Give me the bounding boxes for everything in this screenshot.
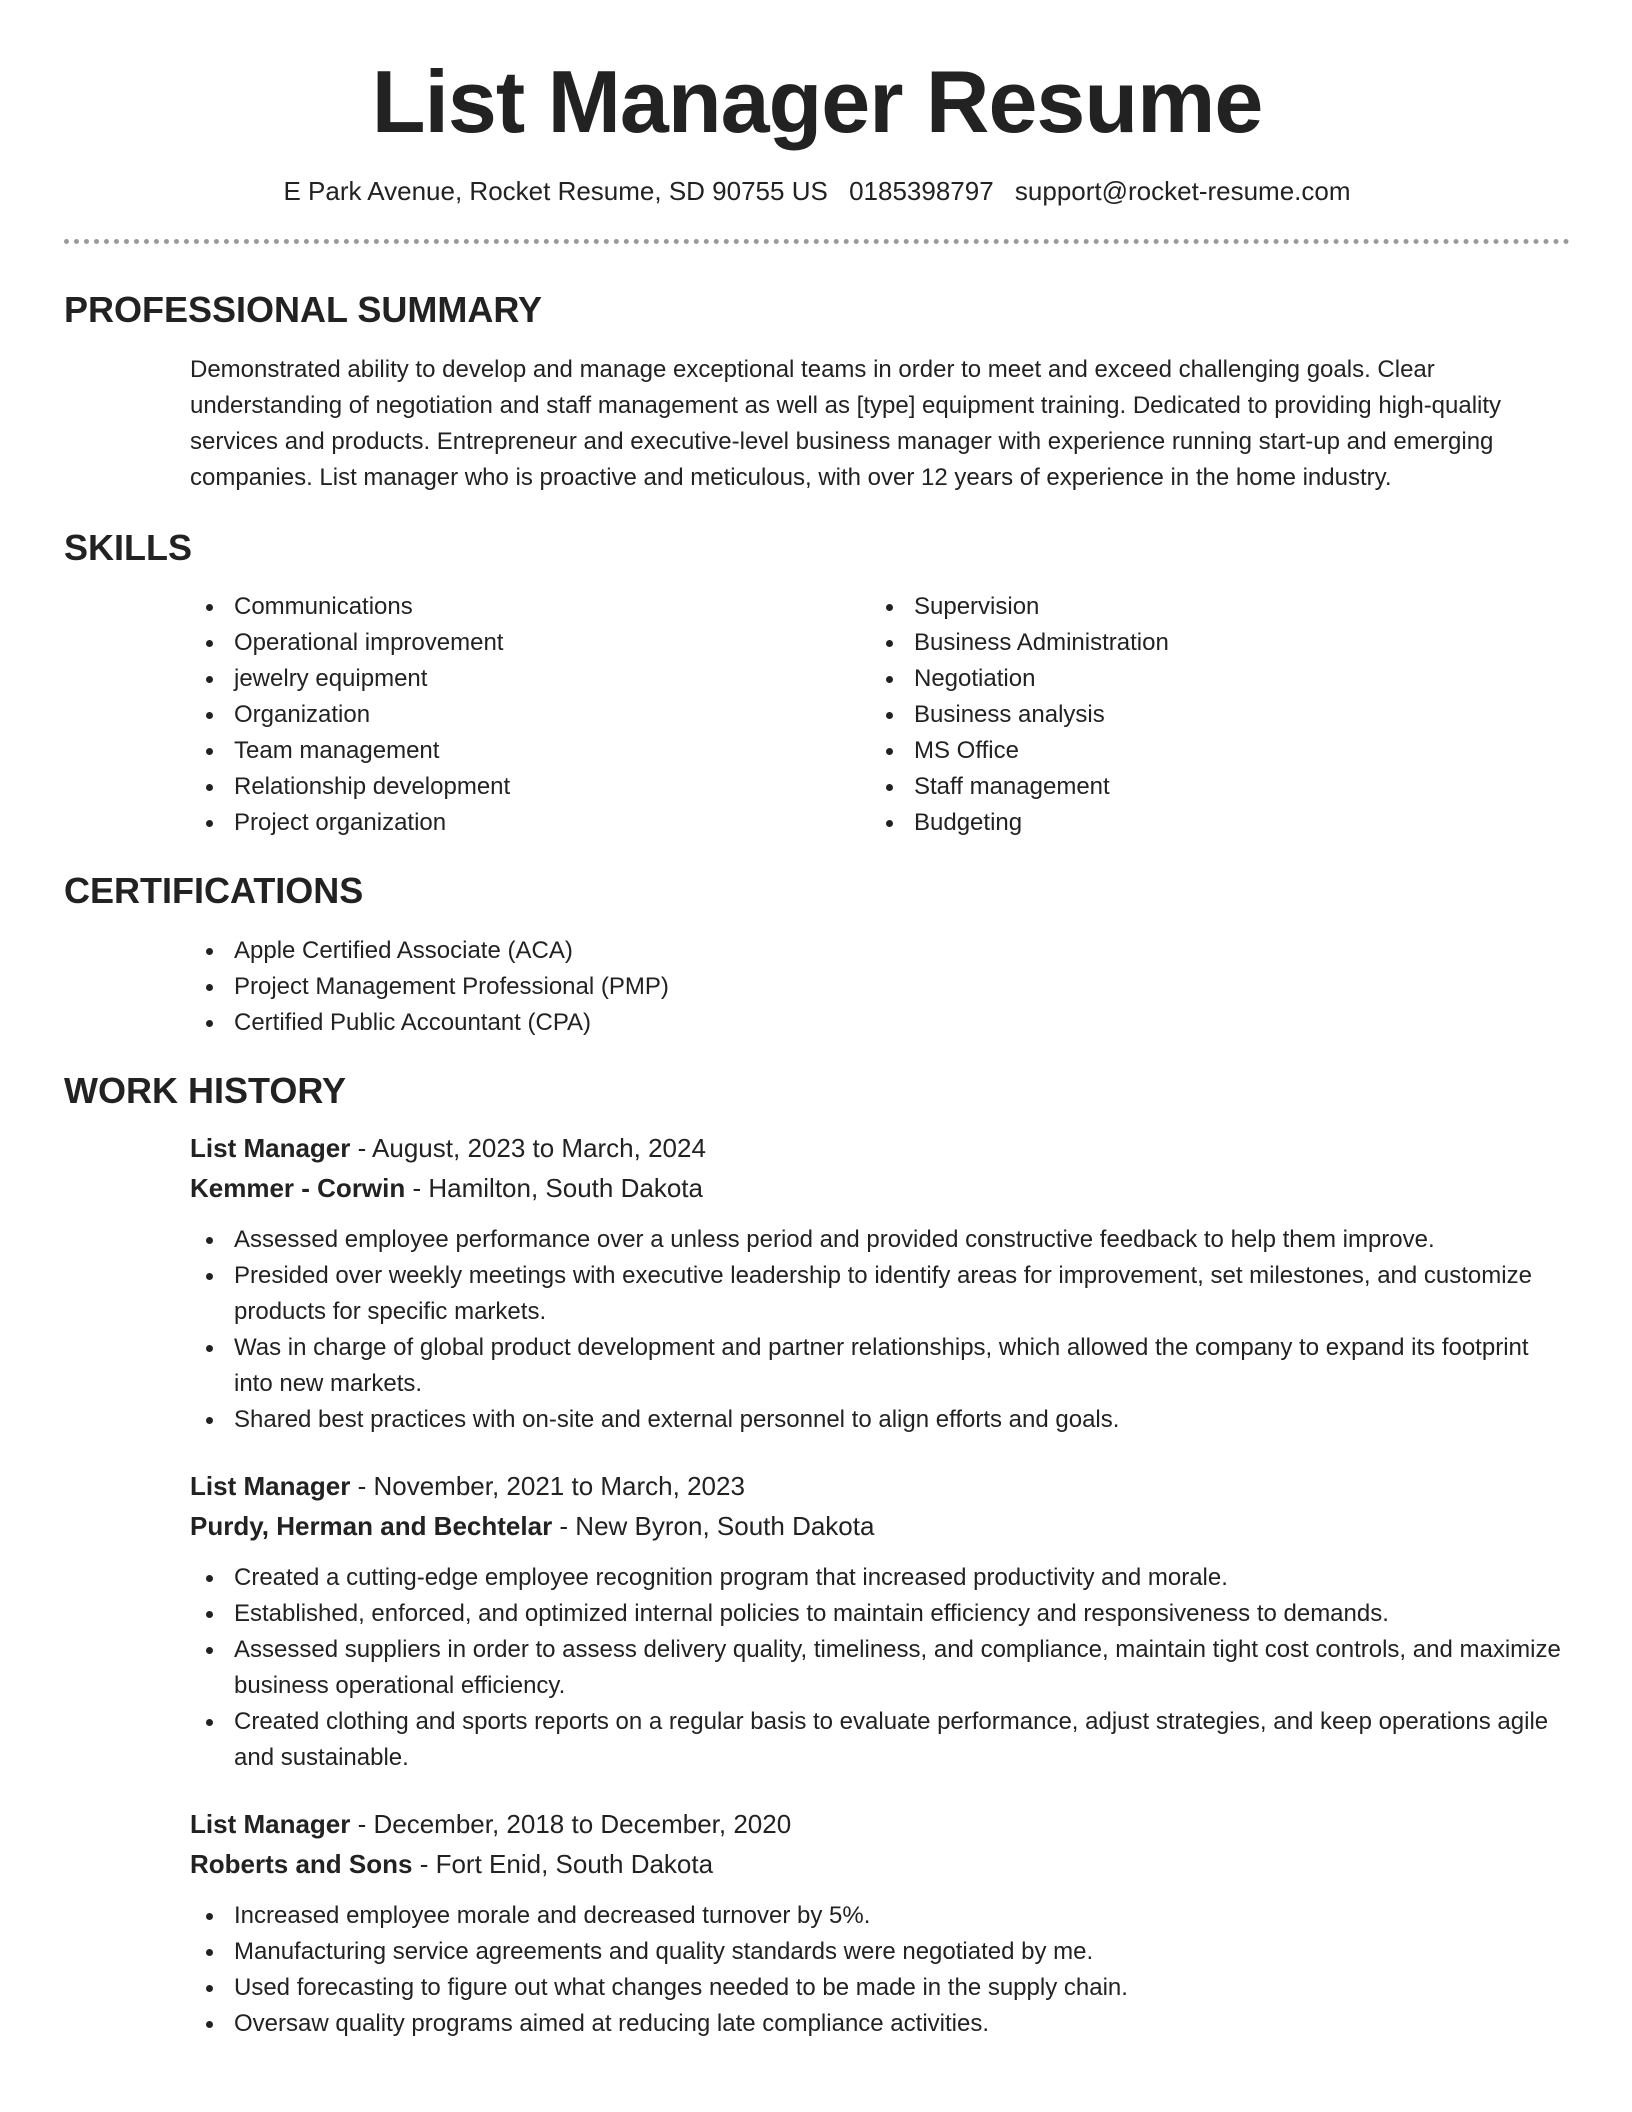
skill-item: Project organization — [190, 805, 870, 841]
job-bullet: Manufacturing service agreements and quality standards were negotiated by me. — [190, 1934, 1570, 1970]
summary-text: Demonstrated ability to develop and manage exceptional teams in order to meet and exceed challenging goals. Clear understanding of negotiation and staff management as well as [type] equipment training. Dedicated to providing high-quality services and products. Entrepreneur and executive-level business manager with experience running start-up and emerging companies. List manager who is proactive and meticulous, with over 12 years of experience in the home industry. — [190, 355, 1502, 491]
certifications-heading: CERTIFICATIONS — [64, 870, 364, 912]
job-location: New Byron, South Dakota — [575, 1511, 875, 1542]
skill-item: Supervision — [870, 589, 1550, 625]
job-company: Purdy, Herman and Bechtelar — [190, 1511, 553, 1542]
certifications-list — [190, 933, 1570, 1041]
job-dates: August, 2023 to March, 2024 — [372, 1133, 706, 1164]
skill-item: Budgeting — [870, 805, 1550, 841]
section-skills — [64, 528, 1570, 842]
skill-item: Relationship development — [190, 769, 870, 805]
section-work-history — [64, 1071, 1570, 2043]
skill-item: Operational improvement — [190, 625, 870, 661]
certification-item: Certified Public Accountant (CPA) — [190, 1005, 1570, 1041]
job-bullet: Presided over weekly meetings with executive leadership to identify areas for improvement, set milestones, and customize products for specific markets. — [190, 1258, 1570, 1330]
job-bullet: Was in charge of global product development and partner relationships, which allowed the company to expand its footprint into new markets. — [190, 1330, 1570, 1402]
job-location: Hamilton, South Dakota — [428, 1173, 703, 1204]
job-title-line — [190, 1128, 1570, 1168]
section-summary — [64, 290, 1570, 496]
job-bullet: Created a cutting-edge employee recognition program that increased productivity and morale. — [190, 1560, 1570, 1596]
skills-heading: SKILLS — [64, 526, 193, 568]
job-dates: November, 2021 to March, 2023 — [373, 1471, 745, 1502]
certification-item: Project Management Professional (PMP) — [190, 969, 1570, 1005]
job-company-line — [190, 1506, 1570, 1546]
contact-email[interactable]: support@rocket-resume.com — [1014, 176, 1351, 206]
job-role: List Manager — [190, 1133, 351, 1164]
skill-item: Business analysis — [870, 697, 1550, 733]
job-role: List Manager — [190, 1471, 351, 1502]
resume-title: List Manager Resume — [371, 52, 1263, 151]
job-bullet: Created clothing and sports reports on a regular basis to evaluate performance, adjust strategies, and keep operations agile and sustainable. — [190, 1704, 1570, 1776]
job-bullets — [190, 1560, 1570, 1776]
job-separator: - — [350, 1809, 374, 1840]
work-history-heading: WORK HISTORY — [64, 1069, 347, 1111]
job-role: List Manager — [190, 1809, 351, 1840]
job-separator: - — [350, 1133, 373, 1164]
job-entry — [190, 1128, 1570, 1438]
skill-item: Team management — [190, 733, 870, 769]
skill-item: MS Office — [870, 733, 1550, 769]
job-location: Fort Enid, South Dakota — [435, 1849, 714, 1880]
contact-line — [64, 176, 1570, 207]
job-bullets — [190, 1222, 1570, 1438]
job-separator: - — [405, 1173, 429, 1204]
job-company: Kemmer - Corwin — [190, 1173, 406, 1204]
skill-item: Organization — [190, 697, 870, 733]
certification-item: Apple Certified Associate (ACA) — [190, 933, 1570, 969]
resume-page — [64, 0, 1570, 2042]
job-entry — [190, 1466, 1570, 1776]
job-separator: - — [412, 1849, 436, 1880]
job-company-line — [190, 1844, 1570, 1884]
skill-item: Communications — [190, 589, 870, 625]
job-bullet: Assessed employee performance over a unless period and provided constructive feedback to help them improve. — [190, 1222, 1570, 1258]
skills-list-left — [190, 589, 870, 841]
skill-item: Business Administration — [870, 625, 1550, 661]
job-bullets — [190, 1898, 1570, 2042]
job-bullet: Established, enforced, and optimized internal policies to maintain efficiency and responsiveness to demands. — [190, 1596, 1570, 1632]
skills-columns — [190, 589, 1570, 841]
job-company-line — [190, 1168, 1570, 1208]
job-title-line — [190, 1466, 1570, 1506]
job-separator: - — [350, 1471, 374, 1502]
job-separator: - — [552, 1511, 576, 1542]
job-bullet: Oversaw quality programs aimed at reducing late compliance activities. — [190, 2006, 1570, 2042]
skill-item: Staff management — [870, 769, 1550, 805]
job-bullet: Assessed suppliers in order to assess delivery quality, timeliness, and compliance, maintain tight cost controls, and maximize business operational efficiency. — [190, 1632, 1570, 1704]
skill-item: Negotiation — [870, 661, 1550, 697]
job-bullet: Shared best practices with on-site and external personnel to align efforts and goals. — [190, 1402, 1570, 1438]
job-title-line — [190, 1804, 1570, 1844]
section-certifications — [64, 871, 1570, 1041]
skill-item: jewelry equipment — [190, 661, 870, 697]
job-company: Roberts and Sons — [190, 1849, 413, 1880]
job-bullet: Used forecasting to figure out what changes needed to be made in the supply chain. — [190, 1970, 1570, 2006]
job-entry — [190, 1804, 1570, 2042]
contact-address: E Park Avenue, Rocket Resume, SD 90755 US — [283, 176, 828, 206]
header-divider — [64, 239, 1570, 244]
job-bullet: Increased employee morale and decreased turnover by 5%. — [190, 1898, 1570, 1934]
job-dates: December, 2018 to December, 2020 — [373, 1809, 792, 1840]
contact-phone: 0185398797 — [849, 176, 994, 206]
summary-heading: PROFESSIONAL SUMMARY — [64, 289, 543, 330]
skills-list-right — [870, 589, 1550, 841]
